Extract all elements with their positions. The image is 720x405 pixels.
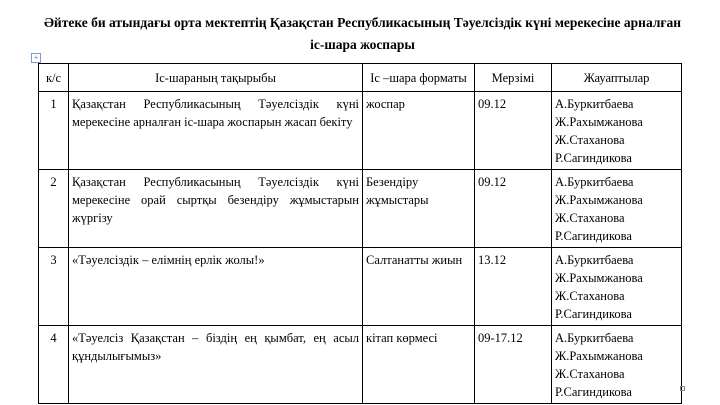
responsible-person: Ж.Рахымжанова bbox=[555, 271, 643, 285]
row-responsible bbox=[552, 170, 682, 248]
title-line-2: іс-шара жоспары bbox=[310, 37, 415, 52]
row-number: 3 bbox=[39, 248, 69, 326]
responsible-person: Р.Сагиндикова bbox=[555, 229, 632, 243]
responsible-person: Ж.Стаханова bbox=[555, 367, 625, 381]
table-row bbox=[39, 326, 682, 404]
responsible-person: Ж.Рахымжанова bbox=[555, 115, 643, 129]
table-header-row bbox=[39, 64, 682, 92]
responsible-person: Р.Сагиндикова bbox=[555, 385, 632, 399]
row-date: 13.12 bbox=[475, 248, 552, 326]
row-responsible bbox=[552, 92, 682, 170]
table-row bbox=[39, 170, 682, 248]
responsible-person: А.Буркитбаева bbox=[555, 331, 634, 345]
responsible-person: А.Буркитбаева bbox=[555, 97, 634, 111]
responsible-person: Ж.Стаханова bbox=[555, 211, 625, 225]
header-format: Іс –шара форматы bbox=[363, 64, 475, 92]
responsible-person: А.Буркитбаева bbox=[555, 253, 634, 267]
row-topic: Қазақстан Республикасының Тәуелсіздік күні мерекесіне арналған іс-шара жоспарын жасап бекіту bbox=[69, 92, 363, 170]
header-responsible: Жауаптылар bbox=[552, 64, 682, 92]
responsible-person: Р.Сагиндикова bbox=[555, 307, 632, 321]
table-move-handle-icon[interactable]: + bbox=[31, 53, 41, 63]
event-plan-table bbox=[38, 63, 682, 404]
header-date: Мерзімі bbox=[475, 64, 552, 92]
table-resize-handle[interactable] bbox=[680, 386, 685, 391]
title-line-1: Әйтеке би атындағы орта мектептің Қазақстан Республикасының Тәуелсіздік күні мерекесіне арналған bbox=[43, 15, 682, 30]
responsible-person: Ж.Стаханова bbox=[555, 289, 625, 303]
responsible-person: Ж.Рахымжанова bbox=[555, 193, 643, 207]
document-title bbox=[30, 12, 695, 56]
row-date: 09.12 bbox=[475, 170, 552, 248]
row-topic: «Тәуелсіз Қазақстан – біздің ең қымбат, ең асыл құндылығымыз» bbox=[69, 326, 363, 404]
row-number: 4 bbox=[39, 326, 69, 404]
table-row bbox=[39, 92, 682, 170]
responsible-person: А.Буркитбаева bbox=[555, 175, 634, 189]
table-row bbox=[39, 248, 682, 326]
responsible-person: Ж.Стаханова bbox=[555, 133, 625, 147]
row-format: жоспар bbox=[363, 92, 475, 170]
row-date: 09-17.12 bbox=[475, 326, 552, 404]
responsible-person: Ж.Рахымжанова bbox=[555, 349, 643, 363]
row-number: 1 bbox=[39, 92, 69, 170]
row-topic: Қазақстан Республикасының Тәуелсіздік күні мерекесіне орай сыртқы безендіру жұмыстарын жүргізу bbox=[69, 170, 363, 248]
row-format: кітап көрмесі bbox=[363, 326, 475, 404]
row-number: 2 bbox=[39, 170, 69, 248]
row-format: Салтанатты жиын bbox=[363, 248, 475, 326]
row-format: Безендіру жұмыстары bbox=[363, 170, 475, 248]
row-topic: «Тәуелсіздік – елімнің ерлік жолы!» bbox=[69, 248, 363, 326]
responsible-person: Р.Сагиндикова bbox=[555, 151, 632, 165]
header-number: к/с bbox=[39, 64, 69, 92]
header-topic: Іс-шараның тақырыбы bbox=[69, 64, 363, 92]
row-responsible bbox=[552, 326, 682, 404]
row-responsible bbox=[552, 248, 682, 326]
row-date: 09.12 bbox=[475, 92, 552, 170]
